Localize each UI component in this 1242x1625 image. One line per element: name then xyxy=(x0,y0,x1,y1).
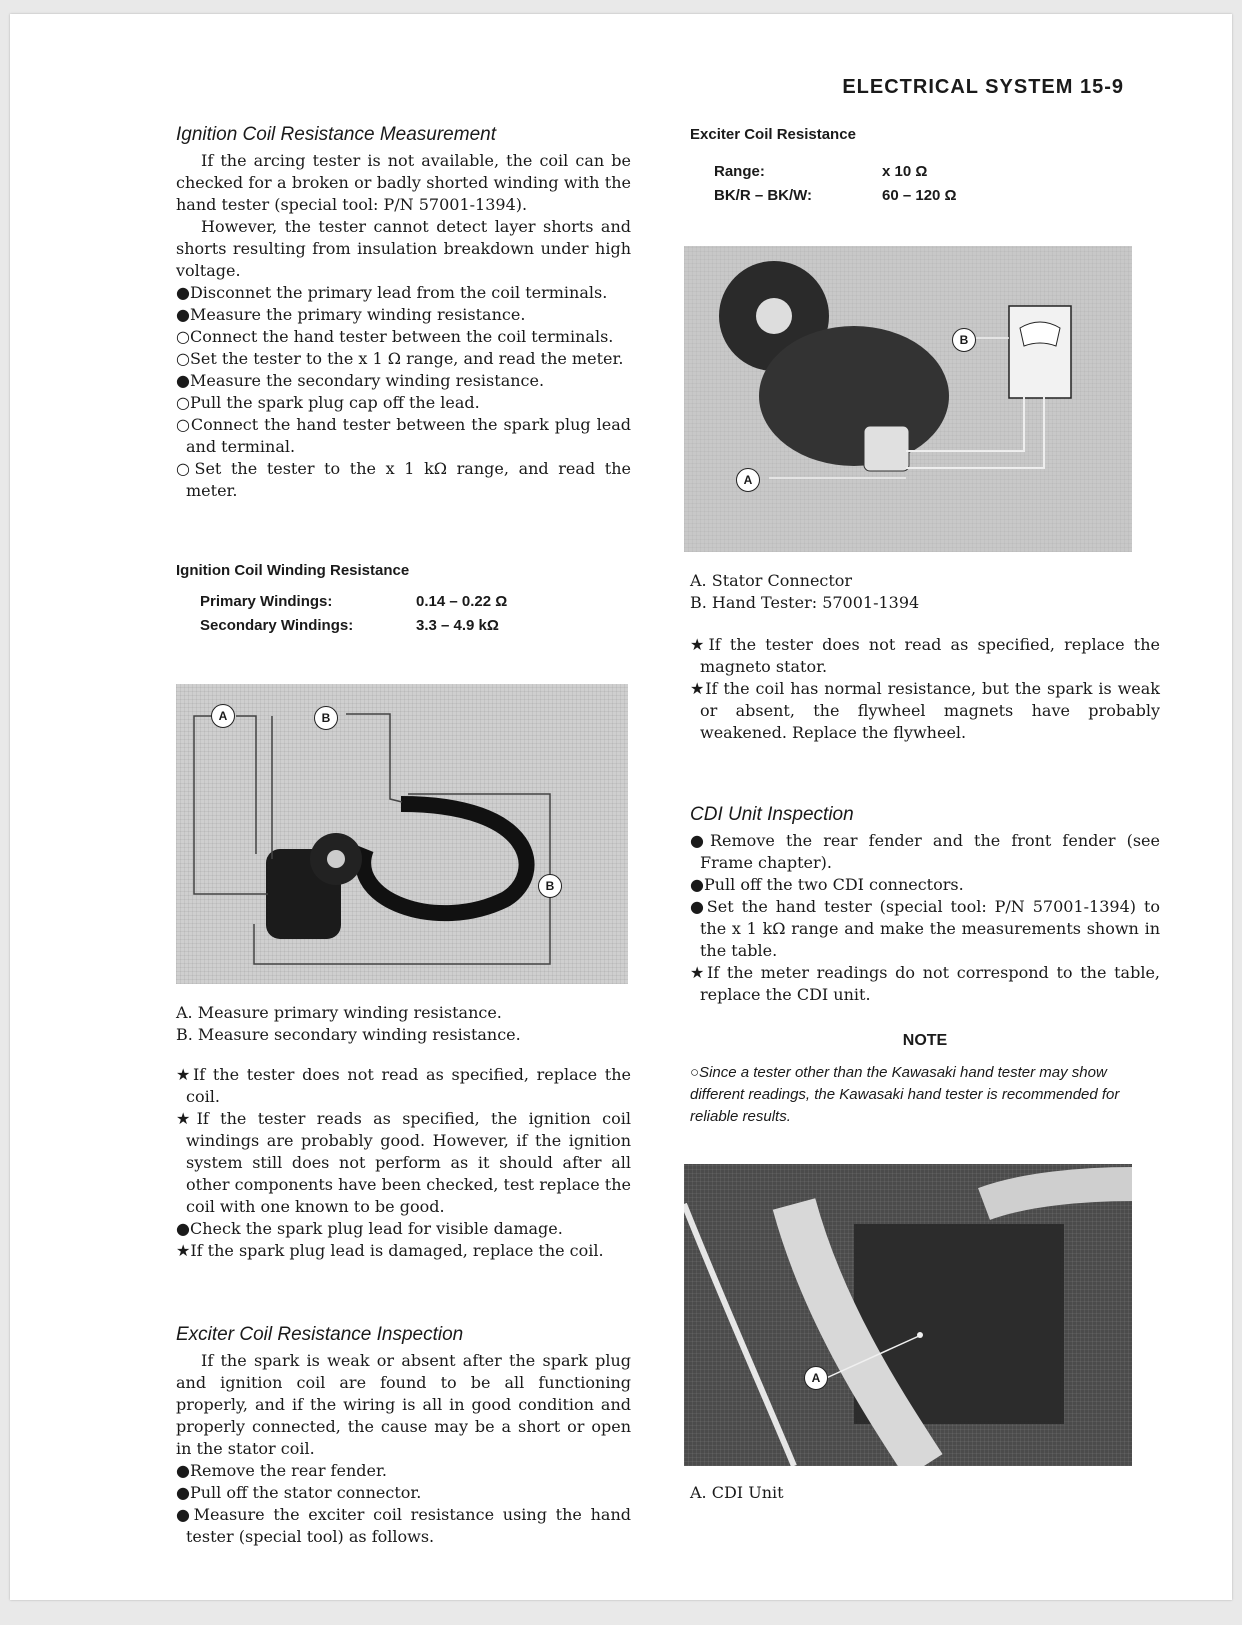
ignition-coil-photo xyxy=(176,684,628,984)
list-item: ●Check the spark plug lead for visible damage. xyxy=(176,1219,563,1238)
figure-caption: B. Hand Tester: 57001-1394 xyxy=(690,593,920,612)
spec-title-winding: Ignition Coil Winding Resistance xyxy=(176,562,410,579)
cdi-unit-illustration xyxy=(684,1164,1132,1466)
list-item: ●Remove the rear fender and the front fender (see Frame chapter). xyxy=(690,831,1160,872)
list-item: ●Disconnet the primary lead from the coil terminals. xyxy=(176,283,608,302)
callout-a: A xyxy=(736,468,760,492)
list-item: ●Set the hand tester (special tool: P/N 57001-1394) to the x 1 kΩ range and make the measurements shown in the table. xyxy=(690,897,1160,960)
figure-caption: B. Measure secondary winding resistance. xyxy=(176,1025,521,1044)
spec-row xyxy=(690,184,1160,208)
callout-b: B xyxy=(314,706,338,730)
callout-a: A xyxy=(211,704,235,728)
section-title-ignition-coil: Ignition Coil Resistance Measurement xyxy=(176,124,496,145)
cdi-unit-photo xyxy=(684,1164,1132,1466)
list-item: ★If the tester reads as specified, the ignition coil windings are probably good. However, if the ignition system still does not perform as it should after all other components have been checked, test replace the coil with one known to be good. xyxy=(176,1109,631,1216)
spec-row xyxy=(176,590,631,614)
callout-a: A xyxy=(804,1366,828,1390)
list-item: ○Connect the hand tester between the spark plug lead and terminal. xyxy=(176,415,631,456)
spec-key: Primary Windings: xyxy=(200,593,333,610)
page-header: ELECTRICAL SYSTEM 15-9 xyxy=(842,76,1124,98)
note-heading: NOTE xyxy=(902,1032,948,1049)
ignition-coil-illustration xyxy=(176,684,628,984)
spec-key: Range: xyxy=(714,163,765,180)
spec-row xyxy=(176,614,631,638)
list-item: ●Pull off the two CDI connectors. xyxy=(690,875,964,894)
list-item: ○Pull the spark plug cap off the lead. xyxy=(176,393,480,412)
figure-caption: A. Measure primary winding resistance. xyxy=(176,1003,502,1022)
callout-b-secondary: B xyxy=(538,874,562,898)
paragraph: If the arcing tester is not available, the coil can be checked for a broken or badly shorted winding with the hand tester (special tool: P/N 57001-1394). xyxy=(176,151,631,214)
note-text: ○Since a tester other than the Kawasaki hand tester may show different readings, the Kawasaki hand tester is recommended for reliable results. xyxy=(690,1064,1120,1125)
section-title-cdi-unit: CDI Unit Inspection xyxy=(690,804,854,825)
list-item: ●Measure the exciter coil resistance using the hand tester (special tool) as follows. xyxy=(176,1505,631,1546)
list-item: ★If the tester does not read as specified, replace the coil. xyxy=(176,1065,631,1106)
list-item: ●Measure the primary winding resistance. xyxy=(176,305,526,324)
list-item: ★If the tester does not read as specified, replace the magneto stator. xyxy=(690,635,1160,676)
right-column xyxy=(690,122,1160,1504)
spec-title-exciter: Exciter Coil Resistance xyxy=(690,126,856,143)
list-item: ●Measure the secondary winding resistance. xyxy=(176,371,545,390)
spec-value: 60 – 120 Ω xyxy=(882,187,957,204)
spec-key: BK/R – BK/W: xyxy=(714,187,813,204)
spec-value: 3.3 – 4.9 kΩ xyxy=(416,617,499,634)
stator-tester-illustration xyxy=(684,246,1132,552)
paragraph: If the spark is weak or absent after the spark plug and ignition coil are found to be all functioning properly, and if the wiring is all in good condition and properly connected, the cause may be a short or open in the stator coil. xyxy=(176,1351,631,1458)
figure-caption: A. CDI Unit xyxy=(690,1483,784,1502)
spec-row xyxy=(690,160,1160,184)
section-title-exciter-coil: Exciter Coil Resistance Inspection xyxy=(176,1324,464,1345)
spec-key: Secondary Windings: xyxy=(200,617,354,634)
list-item: ★If the spark plug lead is damaged, replace the coil. xyxy=(176,1241,604,1260)
list-item: ○Set the tester to the x 1 kΩ range, and read the meter. xyxy=(176,459,631,500)
spec-value: 0.14 – 0.22 Ω xyxy=(416,593,508,610)
list-item: ★If the meter readings do not correspond to the table, replace the CDI unit. xyxy=(690,963,1160,1004)
manual-page xyxy=(10,14,1232,1600)
stator-connector-photo xyxy=(684,246,1132,552)
paragraph: However, the tester cannot detect layer shorts and shorts resulting from insulation breakdown under high voltage. xyxy=(176,217,631,280)
list-item: ★If the coil has normal resistance, but the spark is weak or absent, the flywheel magnets have probably weakened. Replace the flywheel. xyxy=(690,679,1160,742)
list-item: ○Set the tester to the x 1 Ω range, and read the meter. xyxy=(176,349,624,368)
list-item: ●Pull off the stator connector. xyxy=(176,1483,422,1502)
figure-caption: A. Stator Connector xyxy=(690,571,853,590)
left-column xyxy=(176,122,631,1548)
spec-value: x 10 Ω xyxy=(882,163,928,180)
list-item: ○Connect the hand tester between the coil terminals. xyxy=(176,327,614,346)
list-item: ●Remove the rear fender. xyxy=(176,1461,387,1480)
callout-b: B xyxy=(952,328,976,352)
